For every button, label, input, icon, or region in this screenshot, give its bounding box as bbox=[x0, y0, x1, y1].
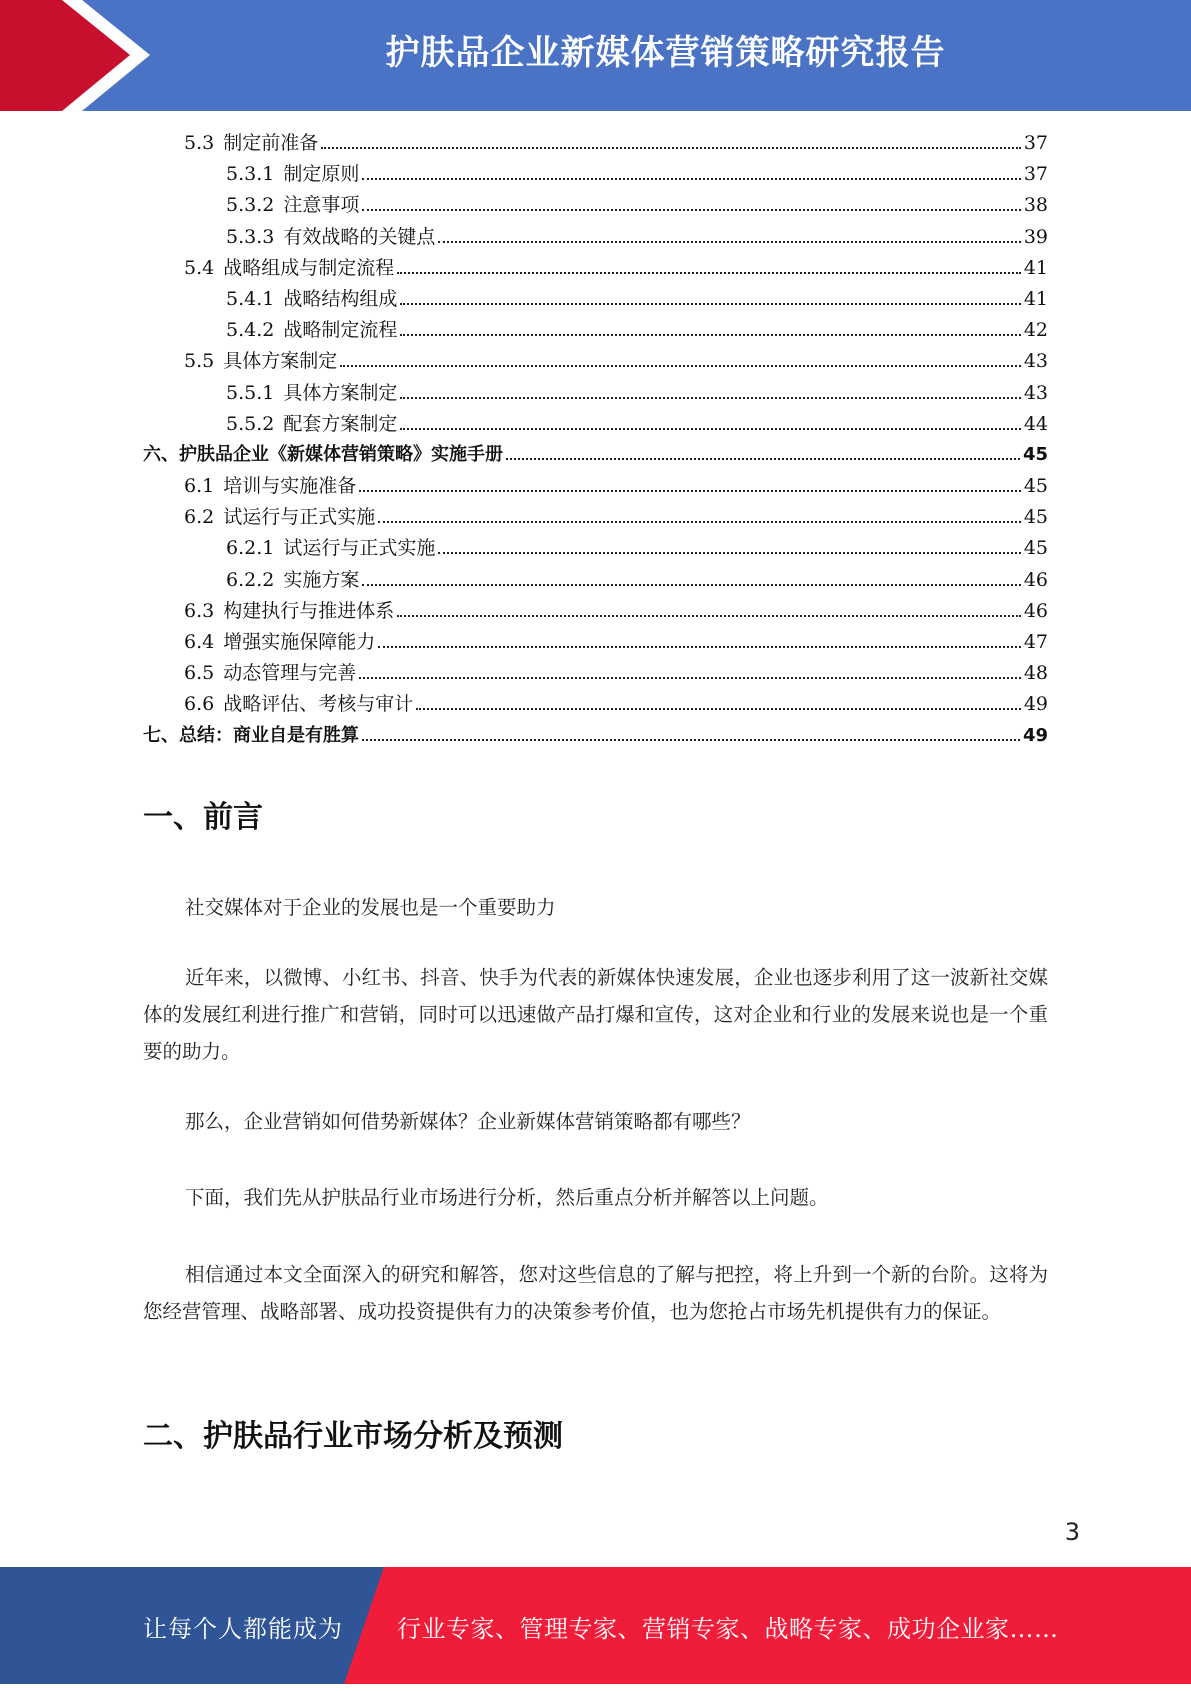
toc-entry-page: 44 bbox=[1023, 412, 1048, 435]
toc-entry-page: 42 bbox=[1023, 319, 1048, 342]
toc-entry-title: 具体方案制定 bbox=[223, 350, 338, 373]
toc-entry-page: 46 bbox=[1023, 568, 1048, 591]
report-title: 护肤品企业新媒体营销策略研究报告 bbox=[385, 33, 946, 73]
table-of-contents bbox=[143, 128, 1048, 752]
toc-dot-leader bbox=[400, 303, 1020, 305]
toc-entry-page: 43 bbox=[1023, 350, 1048, 373]
toc-entry-number: 5.3.2 bbox=[226, 194, 275, 217]
toc-entry-number: 6.3 bbox=[184, 599, 215, 622]
toc-entry-number: 5.5 bbox=[184, 350, 215, 373]
toc-entry-title: 战略评估、考核与审计 bbox=[223, 693, 414, 716]
toc-dot-leader bbox=[359, 490, 1021, 492]
toc-entry[interactable] bbox=[143, 502, 1048, 533]
toc-entry-title: 战略组成与制定流程 bbox=[223, 256, 395, 279]
preface-paragraph-5: 相信通过本文全面深入的研究和解答，您对这些信息的了解与把控，将上升到一个新的台阶。这将为您经营管理、战略部署、成功投资提供有力的决策参考价值，也为您抢占市场先机提供有力的保证。 bbox=[143, 1263, 1048, 1323]
toc-entry[interactable] bbox=[143, 596, 1048, 627]
toc-entry-title: 七、总结：商业自是有胜算 bbox=[143, 724, 359, 746]
toc-entry-title: 有效战略的关键点 bbox=[283, 225, 436, 248]
toc-entry-number: 5.4.2 bbox=[226, 319, 275, 342]
toc-entry-title: 试运行与正式实施 bbox=[223, 506, 376, 529]
toc-entry-page: 49 bbox=[1022, 724, 1048, 746]
toc-dot-leader bbox=[400, 428, 1020, 430]
preface-paragraph-3: 那么，企业营销如何借势新媒体？企业新媒体营销策略都有哪些？ bbox=[185, 1110, 751, 1133]
toc-dot-leader bbox=[359, 677, 1021, 679]
toc-entry[interactable] bbox=[143, 409, 1048, 440]
section-heading-market-analysis: 二、护肤品行业市场分析及预测 bbox=[143, 1419, 563, 1454]
toc-entry-title: 培训与实施准备 bbox=[223, 475, 357, 498]
toc-entry-title: 战略制定流程 bbox=[283, 319, 398, 342]
toc-dot-leader bbox=[438, 241, 1020, 243]
toc-entry[interactable] bbox=[143, 689, 1048, 720]
toc-entry[interactable] bbox=[143, 253, 1048, 284]
toc-entry[interactable] bbox=[143, 440, 1048, 471]
toc-dot-leader bbox=[321, 147, 1021, 149]
toc-entry-title: 实施方案 bbox=[283, 568, 360, 591]
toc-entry[interactable] bbox=[143, 222, 1048, 253]
footer-banner bbox=[0, 1567, 1191, 1684]
toc-entry-number: 5.3.1 bbox=[226, 163, 275, 186]
toc-entry-number: 5.3.3 bbox=[226, 225, 275, 248]
toc-entry-number: 6.6 bbox=[184, 693, 215, 716]
toc-entry-title: 动态管理与完善 bbox=[223, 662, 357, 685]
toc-entry[interactable] bbox=[143, 378, 1048, 409]
toc-entry-page: 45 bbox=[1023, 506, 1048, 529]
toc-entry-title: 配套方案制定 bbox=[283, 412, 398, 435]
toc-entry-page: 47 bbox=[1023, 631, 1048, 653]
toc-entry-number: 5.4 bbox=[184, 256, 215, 279]
toc-entry-number: 6.2 bbox=[184, 506, 215, 529]
toc-dot-leader bbox=[362, 209, 1020, 211]
toc-entry-title: 战略结构组成 bbox=[283, 287, 398, 310]
toc-entry-title: 制定前准备 bbox=[223, 132, 319, 154]
footer-slogan-left: 让每个人都能成为 bbox=[143, 1615, 343, 1643]
toc-entry-title: 制定原则 bbox=[283, 163, 360, 186]
toc-entry-title: 具体方案制定 bbox=[283, 381, 398, 404]
toc-entry-page: 45 bbox=[1023, 537, 1048, 560]
toc-entry[interactable] bbox=[143, 190, 1048, 221]
toc-entry-page: 41 bbox=[1023, 287, 1048, 310]
toc-entry-page: 49 bbox=[1023, 693, 1048, 716]
toc-entry-number: 6.1 bbox=[184, 475, 215, 498]
toc-entry[interactable] bbox=[143, 128, 1048, 159]
toc-entry-number: 6.2.1 bbox=[226, 537, 275, 560]
toc-entry-number: 5.4.1 bbox=[226, 287, 275, 310]
toc-entry[interactable] bbox=[143, 721, 1048, 752]
toc-entry-title: 六、护肤品企业《新媒体营销策略》实施手册 bbox=[143, 443, 503, 465]
toc-entry[interactable] bbox=[143, 627, 1048, 658]
toc-entry[interactable] bbox=[143, 346, 1048, 377]
toc-entry-page: 37 bbox=[1023, 132, 1048, 154]
toc-dot-leader bbox=[340, 365, 1021, 367]
toc-entry[interactable] bbox=[143, 658, 1048, 689]
toc-dot-leader bbox=[438, 552, 1020, 554]
toc-dot-leader bbox=[397, 615, 1021, 617]
preface-paragraph-4: 下面，我们先从护肤品行业市场进行分析，然后重点分析并解答以上问题。 bbox=[185, 1186, 829, 1209]
toc-entry-number: 5.3 bbox=[184, 132, 215, 154]
toc-entry-title: 注意事项 bbox=[283, 194, 360, 217]
toc-entry[interactable] bbox=[143, 315, 1048, 346]
toc-entry-page: 43 bbox=[1023, 381, 1048, 404]
toc-entry-page: 41 bbox=[1023, 256, 1048, 279]
toc-entry[interactable] bbox=[143, 533, 1048, 564]
preface-paragraph-2: 近年来，以微博、小红书、抖音、快手为代表的新媒体快速发展，企业也逐步利用了这一波新社交媒体的发展红利进行推广和营销，同时可以迅速做产品打爆和宣传，这对企业和行业的发展来说也是一个重要的助力。 bbox=[143, 966, 1048, 1063]
toc-entry-page: 48 bbox=[1023, 662, 1048, 685]
toc-entry-number: 6.5 bbox=[184, 662, 215, 685]
toc-entry-page: 45 bbox=[1022, 443, 1048, 465]
toc-entry-page: 37 bbox=[1023, 163, 1048, 186]
preface-paragraph-1: 社交媒体对于企业的发展也是一个重要助力 bbox=[185, 896, 556, 919]
toc-dot-leader bbox=[400, 334, 1020, 336]
header-banner bbox=[0, 0, 1191, 111]
toc-dot-leader bbox=[362, 178, 1020, 180]
toc-entry[interactable] bbox=[143, 159, 1048, 190]
toc-entry-title: 试运行与正式实施 bbox=[283, 537, 436, 560]
toc-entry-title: 增强实施保障能力 bbox=[223, 631, 376, 653]
toc-dot-leader bbox=[378, 646, 1021, 648]
toc-entry-number: 6.2.2 bbox=[226, 568, 275, 591]
toc-dot-leader bbox=[378, 521, 1021, 523]
toc-dot-leader bbox=[362, 739, 1020, 741]
footer-slogan-right: 行业专家、管理专家、营销专家、战略专家、成功企业家…… bbox=[397, 1615, 1059, 1643]
section-heading-preface: 一、前言 bbox=[143, 800, 263, 835]
toc-dot-leader bbox=[397, 272, 1021, 274]
toc-entry[interactable] bbox=[143, 471, 1048, 502]
toc-entry-number: 6.4 bbox=[184, 631, 215, 653]
toc-entry[interactable] bbox=[143, 284, 1048, 315]
toc-entry-title: 构建执行与推进体系 bbox=[223, 599, 395, 622]
toc-entry-page: 38 bbox=[1023, 194, 1048, 217]
toc-dot-leader bbox=[416, 708, 1021, 710]
toc-entry-number: 5.5.2 bbox=[226, 412, 275, 435]
toc-entry-page: 45 bbox=[1023, 475, 1048, 498]
toc-dot-leader bbox=[400, 397, 1020, 399]
toc-entry-page: 39 bbox=[1023, 225, 1048, 248]
page-number: 3 bbox=[1064, 1518, 1080, 1546]
toc-entry-page: 46 bbox=[1023, 599, 1048, 622]
toc-entry[interactable] bbox=[143, 565, 1048, 596]
toc-dot-leader bbox=[506, 458, 1020, 460]
toc-dot-leader bbox=[362, 584, 1020, 586]
toc-entry-number: 5.5.1 bbox=[226, 381, 275, 404]
